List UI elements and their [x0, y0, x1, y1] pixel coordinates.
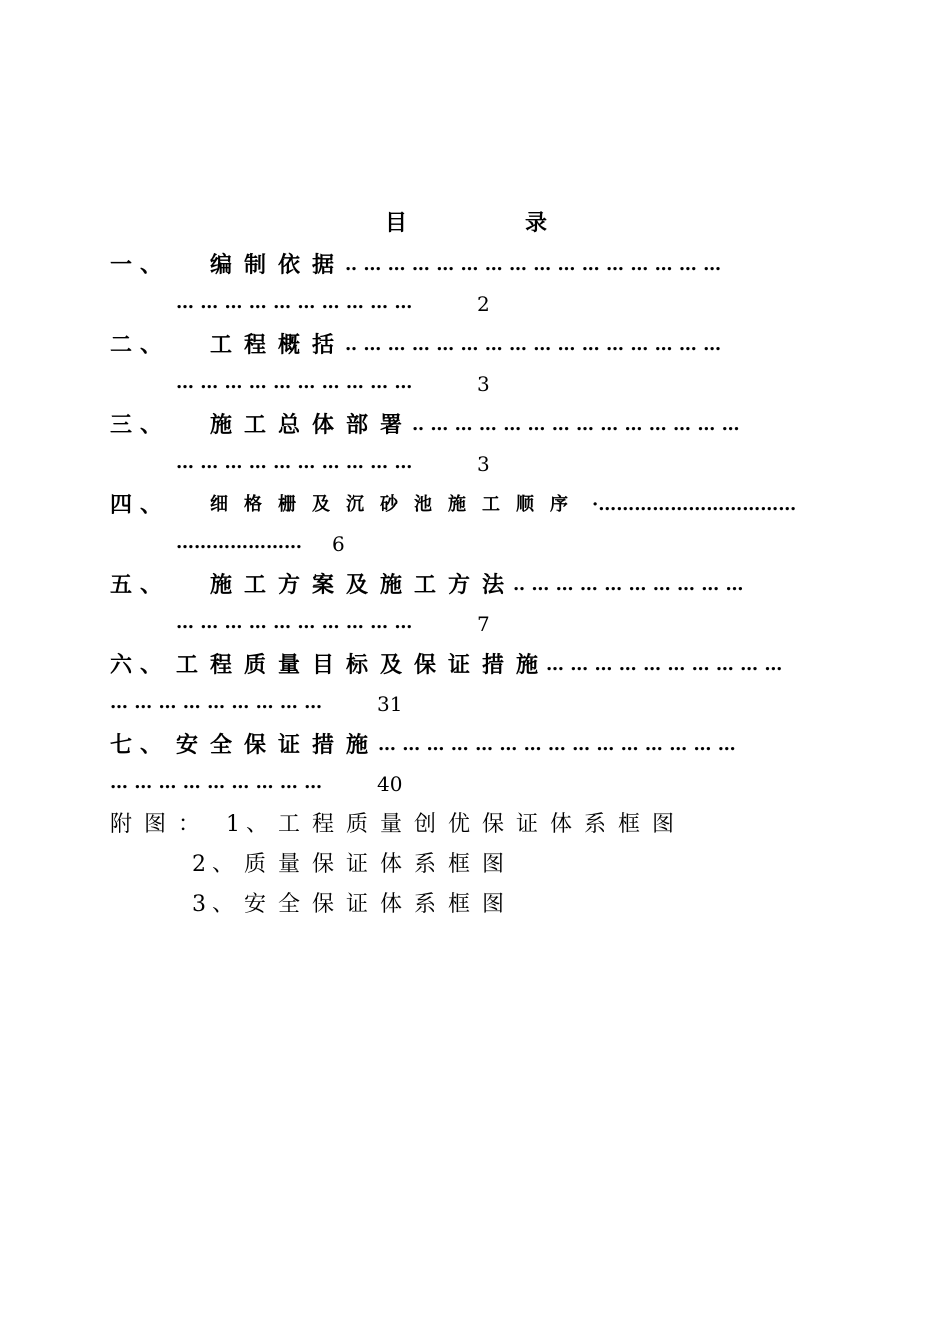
toc-title: 目 录 [384, 210, 595, 236]
appendix-item-number: 3、 [192, 892, 240, 917]
toc-entry-number: 四、 [110, 492, 171, 518]
toc-entry-page: 7 [477, 612, 490, 636]
toc-entry-label: 工程质量目标及保证措施 [176, 652, 551, 678]
toc-entry-number: 二、 [110, 332, 171, 358]
appendix-item-text: 质量保证体系框图 [244, 852, 517, 877]
toc-entry-leader-continued: … … … … … … … … … [110, 692, 323, 713]
appendix-item-number: 2、 [192, 852, 240, 877]
toc-entry-label: 施工总体部署 [210, 412, 415, 438]
toc-entry-page: 6 [332, 532, 345, 556]
toc-entry-leader: ‥ … … … … … … … … … … … … … … … [345, 334, 722, 355]
toc-entry-page: 3 [477, 452, 490, 476]
toc-entry-leader: … … … … … … … … … … … … … … … [378, 734, 736, 755]
toc-entry-leader-continued: … … … … … … … … … [110, 772, 323, 793]
toc-entry-number: 六、 [110, 652, 171, 678]
appendix-item-text: 安全保证体系框图 [244, 892, 517, 917]
toc-entry-page: 2 [477, 292, 490, 316]
toc-entry-label: 施工方案及施工方法 [210, 572, 517, 598]
toc-entry-number: 三、 [110, 412, 171, 438]
toc-entry-leader: ·…………………………… [592, 494, 797, 515]
toc-entry-page: 3 [477, 372, 490, 396]
toc-entry-label: 细格栅及沉砂池施工顺序 [210, 494, 584, 515]
toc-entry-page: 40 [377, 772, 403, 796]
toc-entry-leader-continued: ………………… [176, 532, 302, 553]
toc-entry-leader: ‥ … … … … … … … … … … … … … … … [345, 254, 722, 275]
toc-entry-leader: ‥ … … … … … … … … … … … … … [412, 414, 740, 435]
toc-entry-label: 编制依据 [210, 252, 347, 278]
toc-entry-leader-continued: … … … … … … … … … … [176, 292, 413, 313]
appendix-item-text: 工程质量创优保证体系框图 [278, 812, 687, 837]
toc-entry-number: 一、 [110, 252, 171, 278]
toc-entry-leader: … … … … … … … … … … [546, 654, 783, 675]
toc-entry-leader-continued: … … … … … … … … … … [176, 452, 413, 473]
appendix-label: 附图： [110, 812, 213, 837]
toc-entry-leader: ‥ … … … … … … … … … [513, 574, 744, 595]
appendix-item-number: 1、 [226, 812, 274, 837]
toc-entry-number: 五、 [110, 572, 171, 598]
toc-entry-label: 工程概括 [210, 332, 347, 358]
toc-entry-leader-continued: … … … … … … … … … … [176, 372, 413, 393]
toc-entry-page: 31 [377, 692, 403, 716]
toc-entry-label: 安全保证措施 [176, 732, 381, 758]
toc-entry-number: 七、 [110, 732, 171, 758]
toc-entry-leader-continued: … … … … … … … … … … [176, 612, 413, 633]
